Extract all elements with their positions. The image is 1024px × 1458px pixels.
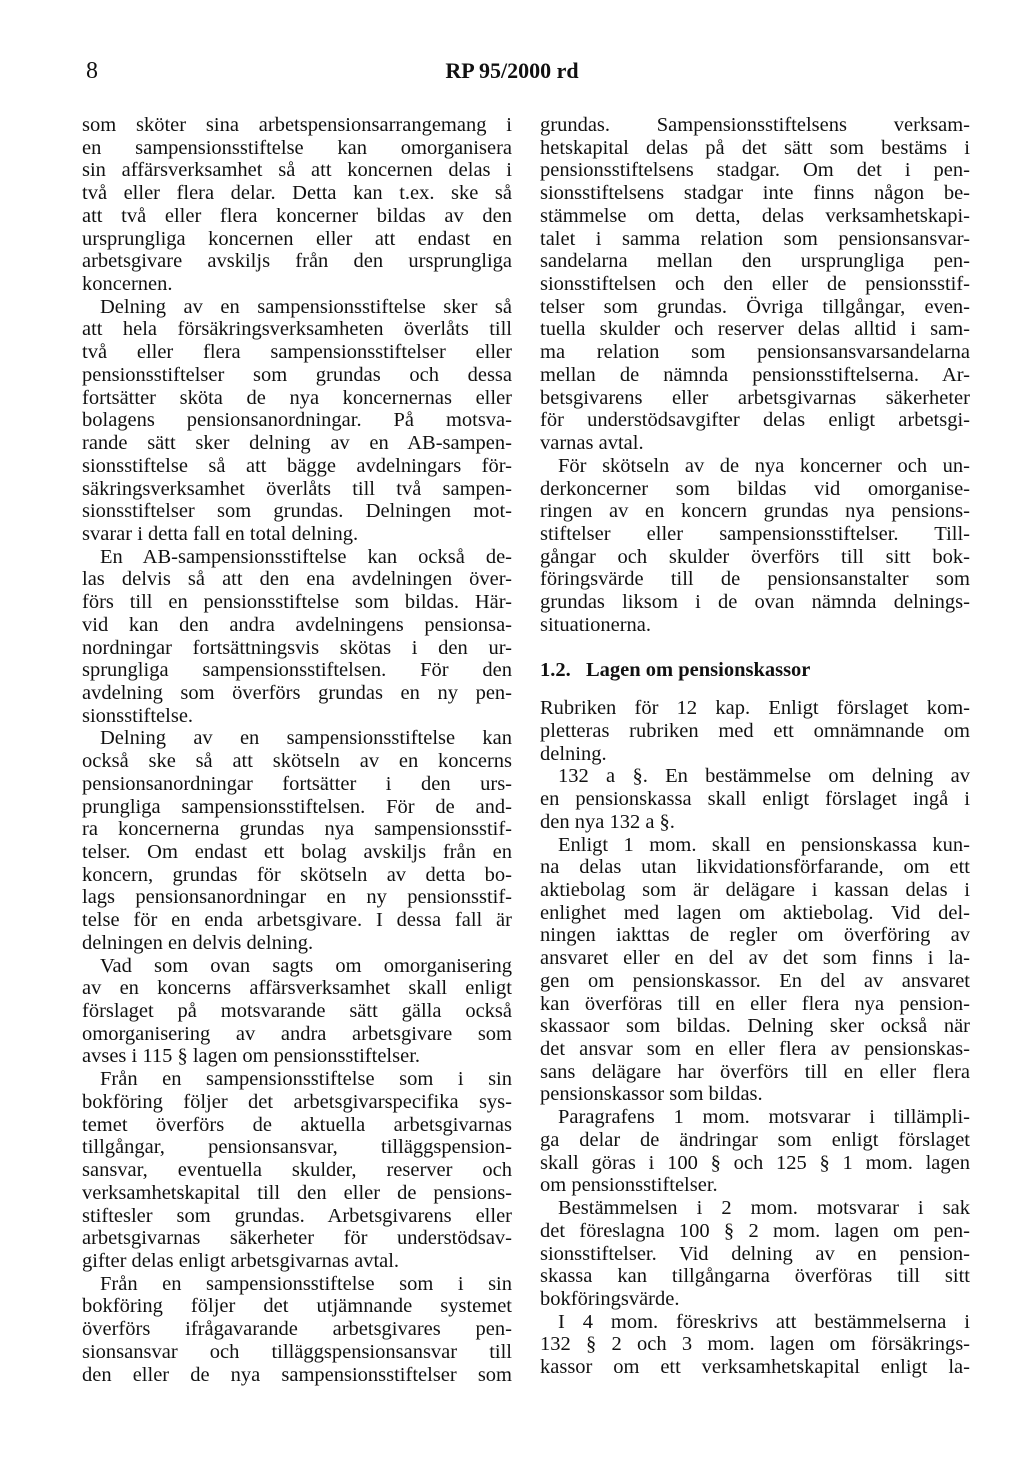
text-line: En AB-sampensionsstiftelse kan också de- — [100, 545, 512, 568]
text-line: arbetsgivarnas säkerheter för understödsav- — [82, 1227, 512, 1250]
text-line: verksamhetskapital till den eller de pensions- — [82, 1181, 512, 1204]
text-line: om pensionsstiftelser. — [540, 1174, 718, 1197]
text-line: bokföringsvärde. — [540, 1287, 680, 1310]
text-line: delningen en delvis delning. — [82, 931, 314, 954]
text-line: Delning av en sampensionsstiftelse kan — [100, 727, 512, 750]
text-line: en pensionskassa skall enligt förslaget ingå i — [540, 788, 970, 811]
text-line: två eller flera delar. Detta kan t.ex. ske så — [82, 182, 512, 205]
running-head: RP 95/2000 rd — [445, 58, 579, 83]
text-line: ursprungliga koncernen eller att endast en — [82, 227, 512, 250]
text-line: situationerna. — [540, 613, 652, 636]
text-line: derkoncerner som bildas vid omorganise- — [540, 477, 970, 500]
text-line: stiftesler som grundas. Arbetsgivarens eller — [82, 1204, 512, 1227]
text-line: grundas liksom i de ovan nämnda delnings- — [540, 591, 970, 614]
text-line: sionsstiftelser som grundas. Delningen mot- — [82, 500, 512, 523]
text-line: Vad som ovan sagts om omorganisering — [100, 954, 512, 977]
text-line: pensionskassor som bildas. — [540, 1083, 763, 1106]
text-line: sionsstiftelsen och den eller de pensionsstif- — [540, 273, 970, 296]
section-number: 1.2. — [540, 658, 571, 681]
text-line: vid kan den andra avdelningens pensionsa- — [82, 613, 512, 636]
text-line: För skötseln av de nya koncerner och un- — [558, 454, 970, 477]
text-line: en sampensionsstiftelse kan omorganisera — [82, 136, 512, 159]
text-line: skall göras i 100 § och 125 § 1 mom. lagen — [540, 1151, 970, 1174]
text-line: arbetsgivare avskiljs från den ursprungliga — [82, 250, 512, 273]
text-line: Paragrafens 1 mom. motsvarar i tillämpli- — [558, 1106, 970, 1129]
text-line: bokföring följer det arbetsgivarspecifika sys- — [82, 1090, 512, 1113]
text-line: Delning av en sampensionsstiftelse sker så — [100, 295, 512, 318]
text-line: överförs ifrågavarande arbetsgivares pen- — [82, 1318, 512, 1341]
right-column — [540, 114, 970, 1379]
text-line: den eller de nya sampensionsstiftelser som — [82, 1363, 512, 1386]
text-line: telser. Om endast ett bolag avskiljs från en — [82, 841, 512, 863]
text-line: ansvaret eller en del av det som finns i la- — [540, 947, 970, 970]
text-line: sandelarna mellan den ursprungliga pen- — [540, 250, 970, 273]
text-line: Bestämmelsen i 2 mom. motsvarar i sak — [558, 1197, 970, 1220]
text-line: att två eller flera koncerner bildas av den — [82, 204, 512, 227]
text-line: sin affärsverksamhet så att koncernen delas i — [82, 159, 512, 182]
text-line: två eller flera sampensionsstiftelser eller — [82, 341, 512, 364]
text-line: delning. — [540, 742, 607, 765]
right-column-top — [540, 114, 970, 637]
text-line: avdelning som överförs grundas en ny pen- — [82, 681, 512, 704]
text-line: av en koncerns affärsverksamhet skall enligt — [82, 977, 512, 1000]
text-line: ma relation som pensionsansvarsandelarna — [540, 341, 970, 364]
text-line: stiftelser eller sampensionsstiftelser. Till- — [540, 522, 970, 545]
section-heading — [540, 659, 970, 682]
text-line: koncernen. — [82, 273, 173, 296]
text-line: som sköter sina arbetspensionsarrangemang i — [82, 114, 512, 136]
text-line: pensionsanordningar fortsätter i den urs- — [82, 772, 512, 795]
text-line: ningen iakttas de regler om överföring av — [540, 924, 970, 947]
text-line: las delvis så att den ena avdelningen över- — [82, 568, 512, 591]
text-line: att hela försäkringsverksamheten överlåts till — [82, 318, 512, 341]
text-line: tuella skulder och reserver delas alltid i sam- — [540, 318, 970, 341]
text-line: I 4 mom. föreskrivs att bestämmelserna i — [558, 1310, 970, 1333]
text-line: sans delägare har överförs till en eller flera — [540, 1060, 970, 1083]
text-line: avses i 115 § lagen om pensionsstiftelser. — [82, 1045, 421, 1068]
text-line: säkringsverksamhet överlåts till två sampen- — [82, 477, 512, 500]
text-line: också ske så att skötseln av en koncerns — [82, 750, 512, 773]
text-line: stämmelse om detta, delas verksamhetskapi- — [540, 204, 970, 227]
text-line: gångar och skulder överförs till sitt bok- — [540, 545, 970, 568]
text-line: bolagens pensionsanordningar. På motsva- — [82, 409, 512, 432]
text-line: ringen av en koncern grundas nya pensions- — [540, 500, 970, 523]
text-line: hetskapital delas på det sätt som bestäms i — [540, 136, 970, 159]
section-gap-before — [540, 637, 970, 659]
text-line: sionsansvar och tilläggspensionsansvar till — [82, 1340, 512, 1363]
text-line: sionsstiftelse. — [82, 704, 194, 727]
text-line: pensionsstiftelsens stadgar. Om det i pen- — [540, 159, 970, 182]
text-line: gen om pensionskassor. En del av ansvaret — [540, 969, 970, 992]
text-line: ra koncernerna grundas nya sampensionsstif- — [82, 818, 512, 841]
text-line: talet i samma relation som pensionsansvar- — [540, 227, 970, 250]
text-line: tillgångar, pensionsansvar, tilläggspension- — [82, 1136, 512, 1159]
text-line: skassaor som bildas. Delning sker också när — [540, 1015, 970, 1038]
page-number: 8 — [86, 58, 98, 84]
text-line: skassa kan tillgångarna överföras till sitt — [540, 1265, 970, 1288]
text-line: grundas. Sampensionsstiftelsens verksam- — [540, 114, 970, 136]
left-column — [82, 114, 512, 1386]
text-line: sprungliga sampensionsstiftelsen. För den — [82, 659, 512, 682]
text-line: pensionsstiftelser som grundas och dessa — [82, 363, 512, 386]
text-line: Rubriken för 12 kap. Enligt förslaget kom- — [540, 697, 970, 720]
text-line: nordningar fortsättningsvis skötas i den ur- — [82, 636, 512, 659]
text-line: föringsvärde till de pensionsanstalter som — [540, 568, 970, 591]
text-line: telser som grundas. Övriga tillgångar, even- — [540, 295, 970, 318]
text-line: temet överförs de aktuella arbetsgivarnas — [82, 1113, 512, 1136]
text-line: pletteras rubriken med ett omnämnande om — [540, 719, 970, 742]
text-line: den nya 132 a §. — [540, 810, 675, 833]
text-line: mellan de nämnda pensionsstiftelserna. Ar- — [540, 363, 970, 386]
text-line: Enligt 1 mom. skall en pensionskassa kun- — [558, 833, 970, 856]
text-line: na delas utan likvidationsförfarande, om ett — [540, 856, 970, 879]
text-line: bokföring följer det utjämnande systemet — [82, 1295, 512, 1318]
text-line: varnas avtal. — [540, 432, 644, 455]
text-line: kassor om ett verksamhetskapital enligt la- — [540, 1356, 970, 1379]
text-line: ga delar de ändringar som enligt förslaget — [540, 1128, 970, 1151]
text-line: sionsstiftelse så att bägge avdelningars för- — [82, 454, 512, 477]
text-line: förslaget på motsvarande sätt gälla också — [82, 1000, 512, 1023]
text-line: betsgivarens eller arbetsgivarnas säkerheter — [540, 386, 970, 409]
text-line: för understödsavgifter delas enligt arbetsgi- — [540, 409, 970, 432]
text-line: det ansvar som en eller flera av pensionskas- — [540, 1038, 970, 1061]
text-line: rande sätt sker delning av en AB-sampen- — [82, 432, 512, 455]
text-line: det föreslagna 100 § 2 mom. lagen om pen- — [540, 1219, 970, 1242]
text-line: 132 § 2 och 3 mom. lagen om försäkrings- — [540, 1333, 970, 1356]
text-line: Från en sampensionsstiftelse som i sin — [100, 1068, 512, 1091]
text-line: förs till en pensionsstiftelse som bildas. Här- — [82, 591, 512, 614]
text-line: telse för en enda arbetsgivare. I dessa fall är — [82, 909, 512, 932]
text-line: omorganisering av andra arbetsgivare som — [82, 1022, 512, 1045]
section-gap-after — [540, 681, 970, 697]
text-line: lags pensionsanordningar en ny pensionsstif- — [82, 886, 512, 909]
text-line: aktiebolag som är delägare i kassan delas i — [540, 879, 970, 901]
text-line: Från en sampensionsstiftelse som i sin — [100, 1272, 512, 1295]
right-column-bottom — [540, 697, 970, 1379]
text-line: 132 a §. En bestämmelse om delning av — [558, 765, 970, 788]
text-line: svarar i detta fall en total delning. — [82, 522, 359, 545]
text-line: sansvar, eventuella skulder, reserver och — [82, 1159, 512, 1182]
text-line: fortsätter sköta de nya koncernernas eller — [82, 386, 512, 409]
text-line: enlighet med lagen om aktiebolag. Vid del- — [540, 901, 970, 924]
text-line: kan överföras till en eller flera nya pension- — [540, 992, 970, 1015]
text-line: sionsstiftelser. Vid delning av en pension- — [540, 1242, 970, 1265]
text-line: prungliga sampensionsstiftelsen. För de and- — [82, 795, 512, 818]
text-line: koncern, grundas för skötseln av detta bo- — [82, 863, 512, 886]
text-line: gifter delas enligt arbetsgivarnas avtal. — [82, 1249, 400, 1272]
section-title: Lagen om pensionskassor — [586, 658, 811, 681]
text-line: sionsstiftelsens stadgar inte finns någon be- — [540, 182, 970, 205]
